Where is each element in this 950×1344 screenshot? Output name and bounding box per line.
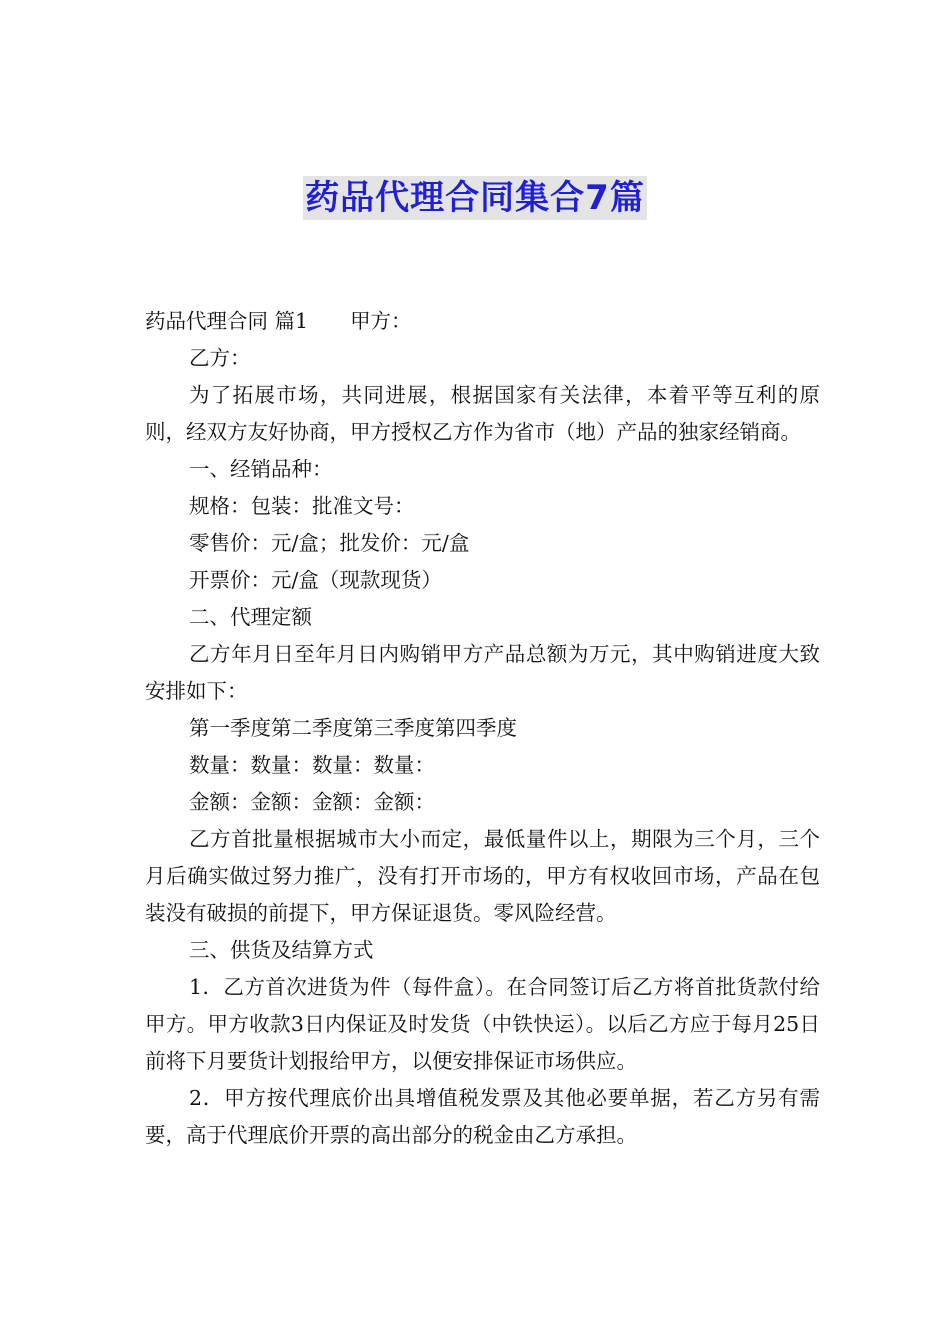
document-title: 药品代理合同集合7篇 xyxy=(305,178,645,218)
document-body xyxy=(145,303,820,1154)
first-batch-paragraph: 乙方首批量根据城市大小而定，最低量件以上，期限为三个月，三个月后确实做过努力推广，没有打开市场的，甲方有权收回市场，产品在包装没有破损的前提下，甲方保证退货。零风险经营。 xyxy=(145,827,820,925)
amount-line: 金额：金额：金额：金额： xyxy=(189,790,435,814)
heading-product-types: 一、经销品种： xyxy=(189,457,333,481)
spec-line: 规格：包装：批准文号： xyxy=(189,494,415,518)
heading-supply-settlement: 三、供货及结算方式 xyxy=(189,938,374,962)
heading-quota: 二、代理定额 xyxy=(189,605,312,629)
section-heading-line xyxy=(145,303,820,340)
quarters-line: 第一季度第二季度第三季度第四季度 xyxy=(189,716,517,740)
item-2-paragraph: 2．甲方按代理底价出具增值税发票及其他必要单据，若乙方另有需要，高于代理底价开票的高出部分的税金由乙方承担。 xyxy=(145,1086,820,1147)
section-heading: 药品代理合同 篇1 xyxy=(145,309,309,333)
title-container xyxy=(0,176,950,220)
quota-paragraph: 乙方年月日至年月日内购销甲方产品总额为万元，其中购销进度大致安排如下： xyxy=(145,642,820,703)
item-1-paragraph: 1．乙方首次进货为件（每件盒）。在合同签订后乙方将首批货款付给甲方。甲方收款3日内保证及时发货（中铁快运）。以后乙方应于每月25日前将下月要货计划报给甲方，以便安排保证市场供应。 xyxy=(145,975,820,1073)
party-b-label: 乙方： xyxy=(189,346,251,370)
retail-price-line: 零售价：元/盒；批发价：元/盒 xyxy=(189,531,470,555)
intro-paragraph: 为了拓展市场，共同进展，根据国家有关法律，本着平等互利的原则，经双方友好协商，甲方授权乙方作为省市（地）产品的独家经销商。 xyxy=(145,383,820,444)
quantity-line: 数量：数量：数量：数量： xyxy=(189,753,435,777)
invoice-price-line: 开票价：元/盒（现款现货） xyxy=(189,568,442,592)
party-a-label: 甲方： xyxy=(350,309,412,333)
